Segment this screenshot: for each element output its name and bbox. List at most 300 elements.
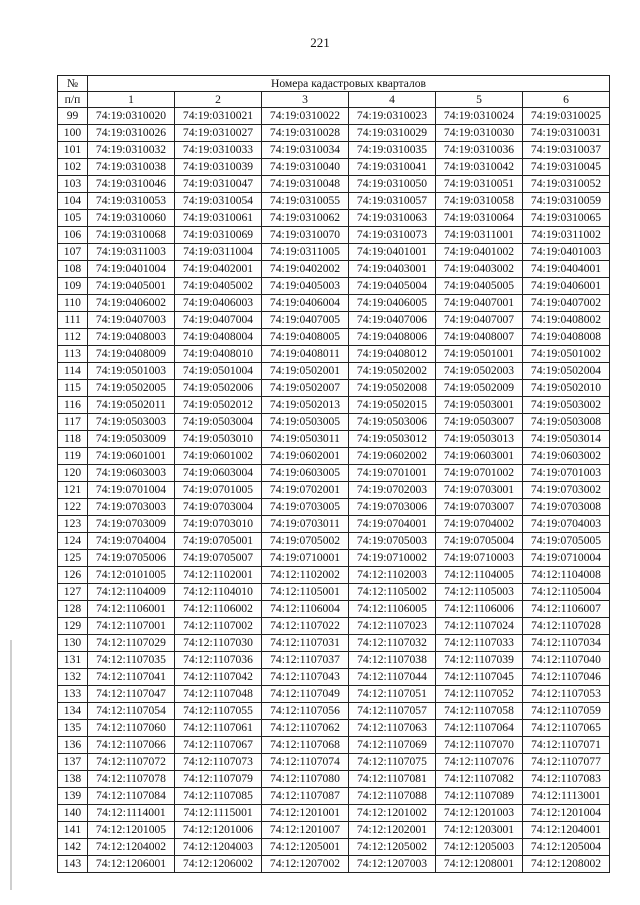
cadastral-number-cell: 74:12:1107001 [88, 618, 175, 635]
cadastral-number-cell: 74:19:0406003 [175, 295, 262, 312]
cadastral-number-cell: 74:19:0703006 [349, 499, 436, 516]
row-number-cell: 125 [58, 550, 88, 567]
cadastral-number-cell: 74:12:1107073 [175, 754, 262, 771]
cadastral-number-cell: 74:12:1107063 [349, 720, 436, 737]
row-number-cell: 123 [58, 516, 88, 533]
cadastral-number-cell: 74:19:0705004 [436, 533, 523, 550]
cadastral-number-cell: 74:19:0406001 [523, 278, 610, 295]
table-row [58, 142, 610, 159]
cadastral-number-cell: 74:19:0705002 [262, 533, 349, 550]
cadastral-number-cell: 74:19:0502011 [88, 397, 175, 414]
cadastral-number-cell: 74:12:1115001 [175, 805, 262, 822]
table-row [58, 380, 610, 397]
cadastral-number-cell: 74:19:0503005 [262, 414, 349, 431]
cadastral-number-cell: 74:12:1208002 [523, 856, 610, 873]
cadastral-number-cell: 74:19:0310057 [349, 193, 436, 210]
cadastral-number-cell: 74:12:1107057 [349, 703, 436, 720]
cadastral-number-cell: 74:19:0703003 [88, 499, 175, 516]
row-number-cell: 124 [58, 533, 88, 550]
cadastral-number-cell: 74:19:0311001 [436, 227, 523, 244]
table-row [58, 550, 610, 567]
cadastral-number-cell: 74:19:0406004 [262, 295, 349, 312]
cadastral-number-cell: 74:12:1107079 [175, 771, 262, 788]
row-number-cell: 131 [58, 652, 88, 669]
cadastral-number-cell: 74:19:0403001 [349, 261, 436, 278]
cadastral-number-cell: 74:12:1107054 [88, 703, 175, 720]
cadastral-number-cell: 74:12:1105002 [349, 584, 436, 601]
column-number: 6 [523, 92, 610, 108]
cadastral-number-cell: 74:12:1107074 [262, 754, 349, 771]
cadastral-quarters-table [57, 75, 610, 873]
cadastral-number-cell: 74:12:1106006 [436, 601, 523, 618]
cadastral-number-cell: 74:12:1107042 [175, 669, 262, 686]
table-row [58, 465, 610, 482]
cadastral-number-cell: 74:12:1107022 [262, 618, 349, 635]
cadastral-number-cell: 74:19:0603004 [175, 465, 262, 482]
cadastral-number-cell: 74:19:0502009 [436, 380, 523, 397]
row-number-cell: 111 [58, 312, 88, 329]
cadastral-number-cell: 74:19:0310036 [436, 142, 523, 159]
table-row [58, 312, 610, 329]
cadastral-number-cell: 74:12:1106005 [349, 601, 436, 618]
cadastral-number-cell: 74:19:0502013 [262, 397, 349, 414]
column-number: 1 [88, 92, 175, 108]
table-row [58, 737, 610, 754]
cadastral-number-cell: 74:12:1107085 [175, 788, 262, 805]
cadastral-number-cell: 74:19:0311002 [523, 227, 610, 244]
cadastral-number-cell: 74:19:0710003 [436, 550, 523, 567]
cadastral-number-cell: 74:19:0503014 [523, 431, 610, 448]
cadastral-number-cell: 74:19:0310030 [436, 125, 523, 142]
cadastral-number-cell: 74:12:1107037 [262, 652, 349, 669]
cadastral-number-cell: 74:19:0403002 [436, 261, 523, 278]
cadastral-number-cell: 74:12:1107036 [175, 652, 262, 669]
cadastral-number-cell: 74:12:1107039 [436, 652, 523, 669]
header-row-columns [58, 92, 610, 108]
cadastral-number-cell: 74:19:0705001 [175, 533, 262, 550]
row-number-cell: 140 [58, 805, 88, 822]
table-row [58, 295, 610, 312]
table-row [58, 431, 610, 448]
cadastral-number-cell: 74:19:0310070 [262, 227, 349, 244]
cadastral-number-cell: 74:19:0310063 [349, 210, 436, 227]
cadastral-number-cell: 74:19:0502015 [349, 397, 436, 414]
cadastral-number-cell: 74:19:0710001 [262, 550, 349, 567]
table-row [58, 363, 610, 380]
cadastral-number-cell: 74:19:0310069 [175, 227, 262, 244]
cadastral-number-cell: 74:19:0602001 [262, 448, 349, 465]
cadastral-number-cell: 74:19:0503012 [349, 431, 436, 448]
column-number: 4 [349, 92, 436, 108]
cadastral-number-cell: 74:12:1107087 [262, 788, 349, 805]
cadastral-number-cell: 74:12:1107056 [262, 703, 349, 720]
cadastral-number-cell: 74:19:0603003 [88, 465, 175, 482]
table-row [58, 686, 610, 703]
row-number-cell: 121 [58, 482, 88, 499]
cadastral-number-cell: 74:19:0701005 [175, 482, 262, 499]
cadastral-number-cell: 74:12:1102001 [175, 567, 262, 584]
cadastral-number-cell: 74:12:1107081 [349, 771, 436, 788]
cadastral-number-cell: 74:12:1107046 [523, 669, 610, 686]
cadastral-number-cell: 74:19:0703011 [262, 516, 349, 533]
cadastral-number-cell: 74:19:0703008 [523, 499, 610, 516]
table-row [58, 482, 610, 499]
cadastral-number-cell: 74:19:0407004 [175, 312, 262, 329]
cadastral-number-cell: 74:12:1205004 [523, 839, 610, 856]
cadastral-number-cell: 74:12:1107052 [436, 686, 523, 703]
cadastral-number-cell: 74:12:1107088 [349, 788, 436, 805]
cadastral-number-cell: 74:12:1107028 [523, 618, 610, 635]
scan-edge-mark [10, 640, 12, 890]
cadastral-number-cell: 74:19:0503004 [175, 414, 262, 431]
cadastral-number-cell: 74:19:0310026 [88, 125, 175, 142]
cadastral-number-cell: 74:12:1107082 [436, 771, 523, 788]
cadastral-number-cell: 74:12:1107069 [349, 737, 436, 754]
cadastral-number-cell: 74:19:0704003 [523, 516, 610, 533]
cadastral-number-cell: 74:19:0406005 [349, 295, 436, 312]
row-number-cell: 109 [58, 278, 88, 295]
cadastral-number-cell: 74:19:0406002 [88, 295, 175, 312]
cadastral-number-cell: 74:19:0408012 [349, 346, 436, 363]
cadastral-number-cell: 74:19:0704002 [436, 516, 523, 533]
cadastral-number-cell: 74:12:1107076 [436, 754, 523, 771]
cadastral-number-cell: 74:12:1107002 [175, 618, 262, 635]
cadastral-number-cell: 74:12:1106004 [262, 601, 349, 618]
table-row [58, 856, 610, 873]
cadastral-number-cell: 74:19:0310027 [175, 125, 262, 142]
cadastral-number-cell: 74:12:1107064 [436, 720, 523, 737]
table-row [58, 618, 610, 635]
cadastral-number-cell: 74:12:1107031 [262, 635, 349, 652]
cadastral-number-cell: 74:19:0407005 [262, 312, 349, 329]
row-number-cell: 128 [58, 601, 88, 618]
row-number-cell: 112 [58, 329, 88, 346]
cadastral-number-cell: 74:12:1205002 [349, 839, 436, 856]
cadastral-number-cell: 74:12:1201007 [262, 822, 349, 839]
row-number-cell: 116 [58, 397, 88, 414]
cadastral-number-cell: 74:12:1107080 [262, 771, 349, 788]
row-number-cell: 120 [58, 465, 88, 482]
cadastral-number-cell: 74:12:1105003 [436, 584, 523, 601]
cadastral-number-cell: 74:12:1107067 [175, 737, 262, 754]
cadastral-number-cell: 74:19:0603005 [262, 465, 349, 482]
column-number: 5 [436, 92, 523, 108]
cadastral-number-cell: 74:19:0503007 [436, 414, 523, 431]
cadastral-number-cell: 74:19:0404001 [523, 261, 610, 278]
table-row [58, 839, 610, 856]
cadastral-number-cell: 74:12:1107065 [523, 720, 610, 737]
table-row [58, 771, 610, 788]
cadastral-number-cell: 74:12:1107048 [175, 686, 262, 703]
cadastral-number-cell: 74:19:0405003 [262, 278, 349, 295]
cadastral-number-cell: 74:19:0701002 [436, 465, 523, 482]
cadastral-number-cell: 74:19:0502012 [175, 397, 262, 414]
cadastral-number-cell: 74:12:1208001 [436, 856, 523, 873]
table-row [58, 227, 610, 244]
cadastral-number-cell: 74:19:0408004 [175, 329, 262, 346]
cadastral-number-cell: 74:12:1102003 [349, 567, 436, 584]
cadastral-number-cell: 74:12:1205003 [436, 839, 523, 856]
cadastral-number-cell: 74:19:0310034 [262, 142, 349, 159]
header-group-title: Номера кадастровых кварталов [88, 76, 610, 92]
cadastral-number-cell: 74:19:0408010 [175, 346, 262, 363]
cadastral-number-cell: 74:19:0310042 [436, 159, 523, 176]
row-number-cell: 118 [58, 431, 88, 448]
cadastral-number-cell: 74:19:0501001 [436, 346, 523, 363]
table-row [58, 244, 610, 261]
cadastral-number-cell: 74:19:0401004 [88, 261, 175, 278]
cadastral-number-cell: 74:12:1114001 [88, 805, 175, 822]
cadastral-number-cell: 74:19:0310048 [262, 176, 349, 193]
cadastral-number-cell: 74:12:1201001 [262, 805, 349, 822]
cadastral-number-cell: 74:12:1107041 [88, 669, 175, 686]
table-body [58, 108, 610, 873]
cadastral-number-cell: 74:12:1206002 [175, 856, 262, 873]
cadastral-number-cell: 74:19:0310041 [349, 159, 436, 176]
cadastral-number-cell: 74:19:0310064 [436, 210, 523, 227]
cadastral-number-cell: 74:12:1107070 [436, 737, 523, 754]
cadastral-number-cell: 74:12:1107049 [262, 686, 349, 703]
cadastral-number-cell: 74:12:1205001 [262, 839, 349, 856]
table-row [58, 210, 610, 227]
cadastral-number-cell: 74:19:0710004 [523, 550, 610, 567]
cadastral-number-cell: 74:19:0501002 [523, 346, 610, 363]
cadastral-number-cell: 74:19:0503011 [262, 431, 349, 448]
cadastral-number-cell: 74:19:0704004 [88, 533, 175, 550]
cadastral-number-cell: 74:19:0310055 [262, 193, 349, 210]
cadastral-number-cell: 74:19:0310039 [175, 159, 262, 176]
cadastral-number-cell: 74:12:1105001 [262, 584, 349, 601]
cadastral-number-cell: 74:19:0705003 [349, 533, 436, 550]
cadastral-number-cell: 74:19:0601001 [88, 448, 175, 465]
cadastral-number-cell: 74:12:1106001 [88, 601, 175, 618]
page-number: 221 [310, 35, 330, 50]
table-row [58, 278, 610, 295]
cadastral-number-cell: 74:19:0408011 [262, 346, 349, 363]
cadastral-number-cell: 74:19:0311003 [88, 244, 175, 261]
cadastral-number-cell: 74:12:1107034 [523, 635, 610, 652]
table-row [58, 397, 610, 414]
cadastral-number-cell: 74:19:0502007 [262, 380, 349, 397]
cadastral-number-cell: 74:12:1107045 [436, 669, 523, 686]
cadastral-number-cell: 74:19:0402001 [175, 261, 262, 278]
row-number-cell: 130 [58, 635, 88, 652]
row-number-cell: 142 [58, 839, 88, 856]
cadastral-number-cell: 74:12:1204003 [175, 839, 262, 856]
row-number-cell: 132 [58, 669, 88, 686]
cadastral-number-cell: 74:19:0310065 [523, 210, 610, 227]
cadastral-number-cell: 74:19:0310029 [349, 125, 436, 142]
cadastral-number-cell: 74:19:0503006 [349, 414, 436, 431]
cadastral-number-cell: 74:19:0703001 [436, 482, 523, 499]
cadastral-number-cell: 74:12:1107075 [349, 754, 436, 771]
cadastral-number-cell: 74:19:0405002 [175, 278, 262, 295]
row-number-cell: 126 [58, 567, 88, 584]
cadastral-number-cell: 74:19:0408003 [88, 329, 175, 346]
cadastral-number-cell: 74:12:1102002 [262, 567, 349, 584]
row-number-cell: 127 [58, 584, 88, 601]
cadastral-number-cell: 74:19:0311005 [262, 244, 349, 261]
cadastral-number-cell: 74:12:1204002 [88, 839, 175, 856]
cadastral-number-cell: 74:12:1107051 [349, 686, 436, 703]
cadastral-number-cell: 74:12:1107066 [88, 737, 175, 754]
table-row [58, 125, 610, 142]
row-number-cell: 101 [58, 142, 88, 159]
table-row [58, 448, 610, 465]
cadastral-number-cell: 74:12:1206001 [88, 856, 175, 873]
cadastral-number-cell: 74:12:1107023 [349, 618, 436, 635]
cadastral-number-cell: 74:19:0310047 [175, 176, 262, 193]
header-number-label: № [58, 76, 88, 92]
row-number-cell: 137 [58, 754, 88, 771]
cadastral-number-cell: 74:19:0703005 [262, 499, 349, 516]
cadastral-number-cell: 74:19:0703010 [175, 516, 262, 533]
cadastral-number-cell: 74:12:1104009 [88, 584, 175, 601]
cadastral-number-cell: 74:19:0310046 [88, 176, 175, 193]
cadastral-number-cell: 74:12:1107043 [262, 669, 349, 686]
row-number-cell: 138 [58, 771, 88, 788]
row-number-cell: 100 [58, 125, 88, 142]
cadastral-number-cell: 74:12:1201003 [436, 805, 523, 822]
cadastral-number-cell: 74:19:0710002 [349, 550, 436, 567]
cadastral-number-cell: 74:12:1201005 [88, 822, 175, 839]
cadastral-number-cell: 74:12:1201002 [349, 805, 436, 822]
row-number-cell: 107 [58, 244, 88, 261]
row-number-cell: 104 [58, 193, 88, 210]
table-row [58, 822, 610, 839]
table-row [58, 108, 610, 125]
cadastral-number-cell: 74:19:0402002 [262, 261, 349, 278]
row-number-cell: 134 [58, 703, 88, 720]
row-number-cell: 113 [58, 346, 88, 363]
cadastral-number-cell: 74:12:1107040 [523, 652, 610, 669]
cadastral-number-cell: 74:12:1203001 [436, 822, 523, 839]
row-number-cell: 136 [58, 737, 88, 754]
cadastral-number-cell: 74:12:1204001 [523, 822, 610, 839]
table-row [58, 720, 610, 737]
cadastral-number-cell: 74:12:1107033 [436, 635, 523, 652]
cadastral-number-cell: 74:12:1107035 [88, 652, 175, 669]
cadastral-number-cell: 74:19:0503003 [88, 414, 175, 431]
cadastral-number-cell: 74:19:0310060 [88, 210, 175, 227]
cadastral-number-cell: 74:19:0502002 [349, 363, 436, 380]
cadastral-number-cell: 74:19:0701001 [349, 465, 436, 482]
table-row [58, 516, 610, 533]
table-row [58, 533, 610, 550]
cadastral-number-cell: 74:12:1107068 [262, 737, 349, 754]
row-number-cell: 122 [58, 499, 88, 516]
table-row [58, 261, 610, 278]
cadastral-number-cell: 74:12:1107061 [175, 720, 262, 737]
cadastral-number-cell: 74:12:1107059 [523, 703, 610, 720]
table-row [58, 601, 610, 618]
cadastral-number-cell: 74:19:0702003 [349, 482, 436, 499]
cadastral-number-cell: 74:19:0407007 [436, 312, 523, 329]
cadastral-number-cell: 74:19:0310068 [88, 227, 175, 244]
cadastral-number-cell: 74:19:0310059 [523, 193, 610, 210]
table-row [58, 567, 610, 584]
cadastral-number-cell: 74:12:1202001 [349, 822, 436, 839]
cadastral-number-cell: 74:19:0705007 [175, 550, 262, 567]
cadastral-number-cell: 74:12:1107078 [88, 771, 175, 788]
cadastral-number-cell: 74:19:0405004 [349, 278, 436, 295]
cadastral-number-cell: 74:19:0310052 [523, 176, 610, 193]
cadastral-number-cell: 74:19:0408007 [436, 329, 523, 346]
table-row [58, 414, 610, 431]
cadastral-number-cell: 74:12:1107038 [349, 652, 436, 669]
cadastral-number-cell: 74:12:1107029 [88, 635, 175, 652]
cadastral-number-cell: 74:19:0503008 [523, 414, 610, 431]
cadastral-number-cell: 74:12:1106002 [175, 601, 262, 618]
cadastral-number-cell: 74:19:0407003 [88, 312, 175, 329]
cadastral-number-cell: 74:12:1107077 [523, 754, 610, 771]
cadastral-number-cell: 74:19:0310073 [349, 227, 436, 244]
cadastral-number-cell: 74:19:0310053 [88, 193, 175, 210]
header-number-sublabel: п/п [58, 92, 88, 108]
cadastral-number-cell: 74:19:0603002 [523, 448, 610, 465]
cadastral-number-cell: 74:12:1107083 [523, 771, 610, 788]
cadastral-number-cell: 74:19:0503009 [88, 431, 175, 448]
cadastral-number-cell: 74:19:0502006 [175, 380, 262, 397]
row-number-cell: 106 [58, 227, 88, 244]
cadastral-number-cell: 74:12:1107071 [523, 737, 610, 754]
cadastral-number-cell: 74:19:0703009 [88, 516, 175, 533]
cadastral-number-cell: 74:12:1105004 [523, 584, 610, 601]
row-number-cell: 133 [58, 686, 88, 703]
cadastral-number-cell: 74:12:1107084 [88, 788, 175, 805]
cadastral-number-cell: 74:19:0603001 [436, 448, 523, 465]
cadastral-number-cell: 74:19:0502005 [88, 380, 175, 397]
cadastral-number-cell: 74:12:1107055 [175, 703, 262, 720]
cadastral-number-cell: 74:19:0310035 [349, 142, 436, 159]
cadastral-number-cell: 74:19:0408006 [349, 329, 436, 346]
cadastral-number-cell: 74:19:0311004 [175, 244, 262, 261]
row-number-cell: 129 [58, 618, 88, 635]
table-row [58, 652, 610, 669]
cadastral-number-cell: 74:19:0703002 [523, 482, 610, 499]
table-row [58, 176, 610, 193]
cadastral-number-cell: 74:12:1107047 [88, 686, 175, 703]
row-number-cell: 139 [58, 788, 88, 805]
table-row [58, 669, 610, 686]
row-number-cell: 141 [58, 822, 88, 839]
cadastral-number-cell: 74:12:1201004 [523, 805, 610, 822]
cadastral-number-cell: 74:12:1107060 [88, 720, 175, 737]
cadastral-number-cell: 74:19:0310061 [175, 210, 262, 227]
cadastral-number-cell: 74:19:0408002 [523, 312, 610, 329]
cadastral-number-cell: 74:12:1107089 [436, 788, 523, 805]
table-row [58, 329, 610, 346]
cadastral-number-cell: 74:12:1207002 [262, 856, 349, 873]
table-row [58, 805, 610, 822]
cadastral-number-cell: 74:19:0401003 [523, 244, 610, 261]
table-row [58, 754, 610, 771]
table-row [58, 499, 610, 516]
row-number-cell: 108 [58, 261, 88, 278]
column-number: 2 [175, 92, 262, 108]
cadastral-number-cell: 74:19:0310045 [523, 159, 610, 176]
cadastral-number-cell: 74:19:0405001 [88, 278, 175, 295]
cadastral-number-cell: 74:12:1201006 [175, 822, 262, 839]
header-row-top [58, 76, 610, 92]
cadastral-number-cell: 74:19:0503010 [175, 431, 262, 448]
cadastral-number-cell: 74:12:1104005 [436, 567, 523, 584]
row-number-cell: 103 [58, 176, 88, 193]
cadastral-number-cell: 74:19:0705006 [88, 550, 175, 567]
cadastral-number-cell: 74:19:0502010 [523, 380, 610, 397]
cadastral-number-cell: 74:19:0701003 [523, 465, 610, 482]
cadastral-number-cell: 74:19:0310058 [436, 193, 523, 210]
